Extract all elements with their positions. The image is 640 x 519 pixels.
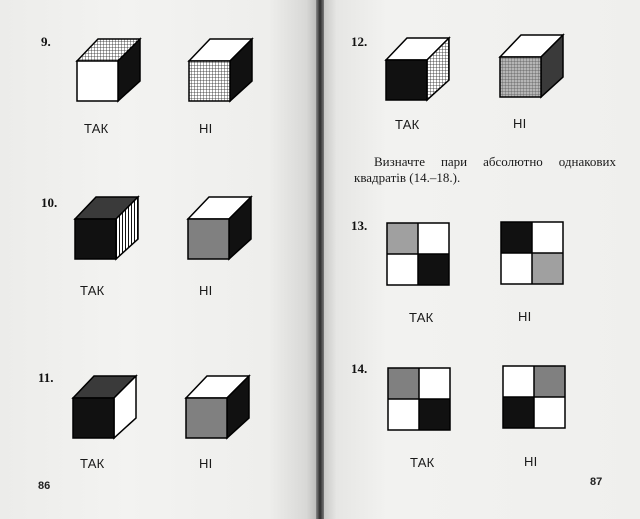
square-14-no[interactable] (502, 365, 568, 431)
page-number: 87 (590, 476, 603, 488)
yes-label[interactable]: ТАК (80, 283, 105, 298)
cube-9-yes[interactable] (76, 38, 142, 104)
task-number-9: 9. (41, 34, 51, 49)
cube-9-no[interactable] (188, 38, 254, 104)
task-number-10: 10. (41, 195, 58, 210)
instruction-text: Визначте пари абсолютно однакових квадратів (14.–18.). (354, 154, 616, 185)
no-label[interactable]: НІ (199, 283, 213, 298)
cube-10-yes[interactable] (74, 196, 140, 262)
task-number-12: 12. (351, 34, 368, 49)
square-13-yes[interactable] (386, 222, 452, 288)
yes-label[interactable]: ТАК (80, 456, 105, 471)
cube-12-yes[interactable] (385, 37, 451, 103)
square-14-yes[interactable] (387, 367, 453, 433)
book-spine (316, 0, 324, 519)
no-label[interactable]: НІ (518, 309, 532, 324)
yes-label[interactable]: ТАК (410, 455, 435, 470)
left-page (0, 0, 316, 519)
cube-10-no[interactable] (187, 196, 253, 262)
square-13-no[interactable] (500, 221, 566, 287)
yes-label[interactable]: ТАК (395, 117, 420, 132)
right-page (324, 0, 640, 519)
yes-label[interactable]: ТАК (409, 310, 434, 325)
no-label[interactable]: НІ (524, 454, 538, 469)
page-number: 86 (38, 480, 51, 492)
yes-label[interactable]: ТАК (84, 121, 109, 136)
task-number-11: 11. (38, 370, 54, 385)
cube-11-yes[interactable] (72, 375, 138, 441)
task-number-13: 13. (351, 218, 368, 233)
no-label[interactable]: НІ (199, 456, 213, 471)
cube-11-no[interactable] (185, 375, 251, 441)
no-label[interactable]: НІ (513, 116, 527, 131)
task-number-14: 14. (351, 361, 368, 376)
cube-12-no[interactable] (499, 34, 565, 100)
no-label[interactable]: НІ (199, 121, 213, 136)
